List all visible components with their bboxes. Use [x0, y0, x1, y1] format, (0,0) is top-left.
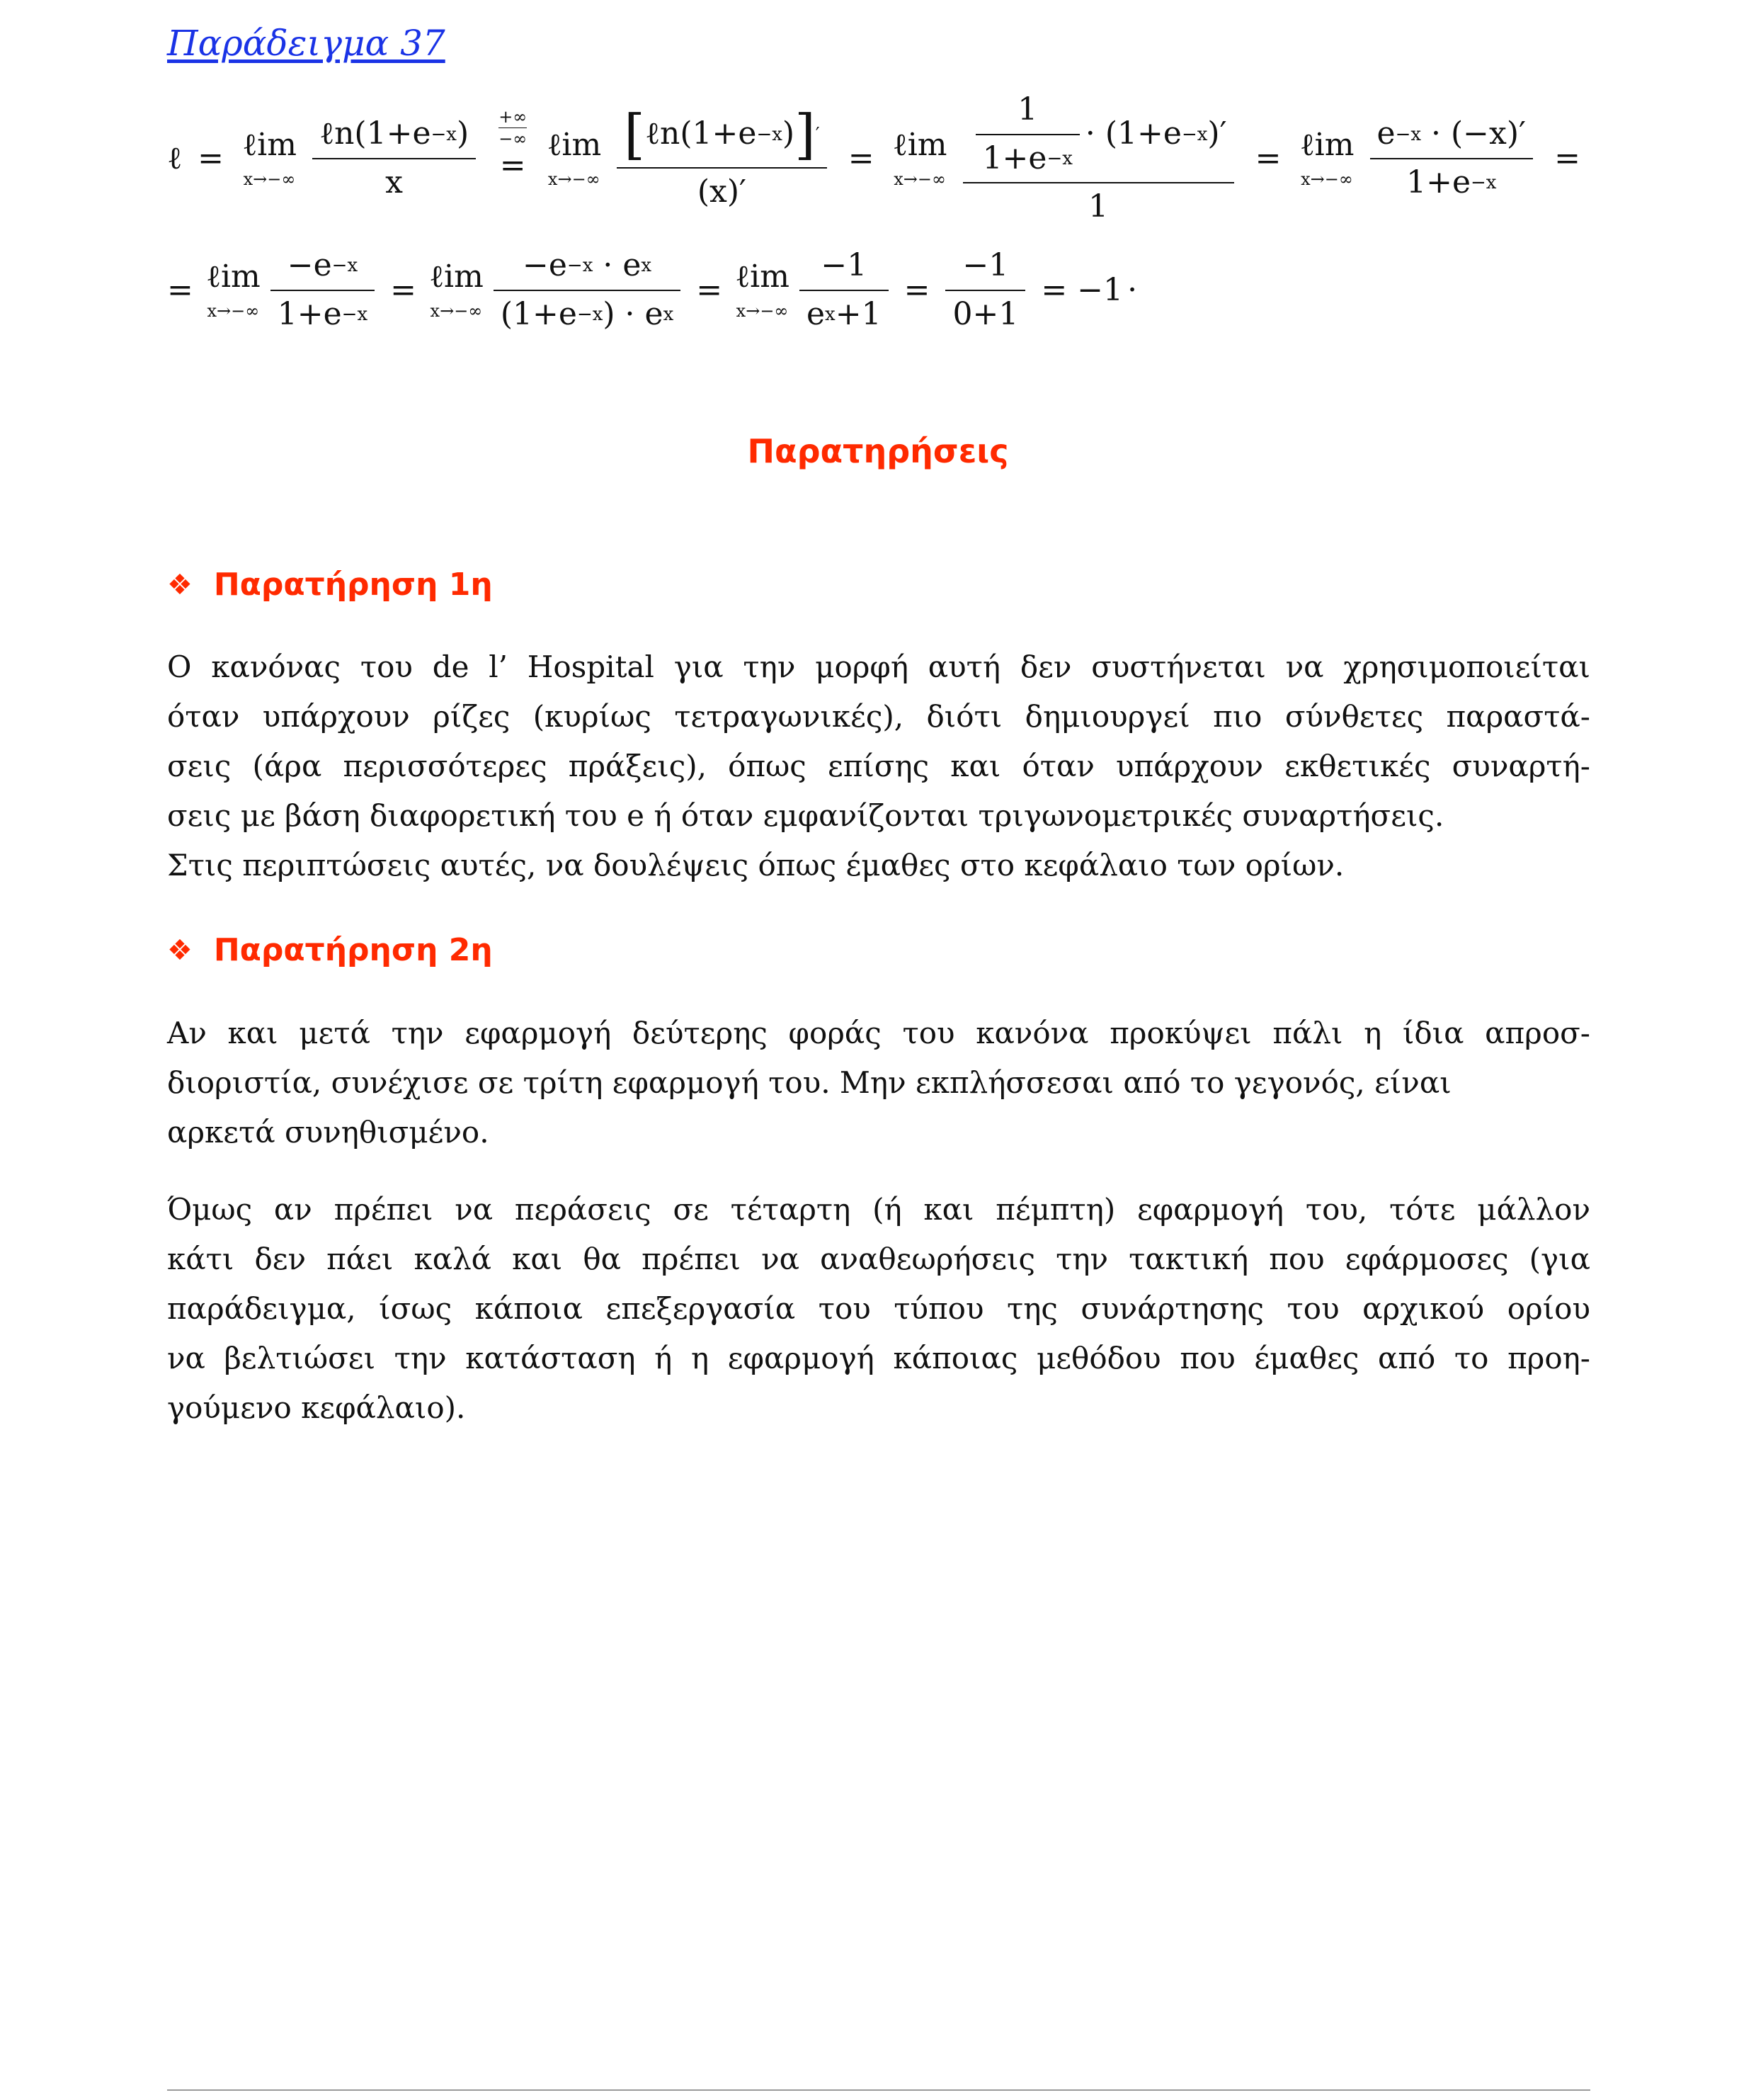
text-line: σεις (άρα περισσότερες πράξεις), όπως επίσης και όταν υπάρχουν εκθετικές συναρτή-: [167, 749, 1590, 783]
diamond-bullet-icon: ❖: [167, 933, 193, 967]
fraction: ℓn(1+e −x ) x: [312, 116, 476, 200]
numerator-text: −e: [287, 247, 332, 283]
numerator-text: ℓn(1+e: [644, 115, 757, 152]
text-line: Όμως αν πρέπει να περάσεις σε τέταρτη (ή και πέμπτη) εφαρμογή του, τότε μάλλον: [167, 1192, 1590, 1227]
equation-line-2: [167, 248, 1137, 332]
equals-sign: =: [390, 272, 416, 309]
denominator-text: +1: [835, 295, 882, 332]
fraction-bar: [498, 127, 527, 129]
left-bracket: [: [624, 102, 645, 166]
equals-sign: =: [1255, 140, 1282, 177]
text-line: σεις με βάση διαφορετική του e ή όταν εμφανίζονται τριγωνομετρικές συναρτήσεις.: [167, 798, 1444, 833]
denominator-text: 1+e: [982, 140, 1047, 176]
fraction-bar: [799, 290, 889, 291]
limit-operator: [205, 258, 261, 321]
fraction: [945, 248, 1025, 332]
denominator-text: (x)′: [697, 173, 747, 210]
denominator-text: e: [806, 295, 826, 332]
limit-subscript: x→−∞: [894, 169, 946, 189]
text-line: Στις περιπτώσεις αυτές, να δουλέψεις όπως έμαθες στο κεφάλαιο των ορίων.: [167, 848, 1345, 882]
section-title: Παρατηρήσεις: [747, 432, 1009, 470]
fraction-bar: [976, 134, 1080, 135]
equals-sign: =: [696, 272, 723, 309]
fraction: e −x · (−x)′ 1+e −x: [1370, 116, 1533, 200]
limit-subscript: x→−∞: [547, 169, 600, 189]
numerator-text: · e: [603, 247, 642, 283]
numerator-text: −e: [523, 247, 567, 283]
indeterminate-form: [498, 108, 527, 148]
limit-subscript: x→−∞: [243, 169, 296, 189]
remark-1-heading: [167, 567, 493, 603]
limit-subscript: x→−∞: [736, 300, 789, 321]
text-line: αρκετά συνηθισμένο.: [167, 1115, 489, 1150]
ell-symbol: ℓ: [167, 140, 183, 177]
fraction-bar: [270, 290, 375, 291]
fraction-bar: [1370, 158, 1533, 159]
fraction: −1 e x +1: [799, 248, 889, 332]
diamond-bullet-icon: ❖: [167, 568, 193, 601]
denominator-text: 1: [1088, 188, 1109, 225]
result-value: −1: [1077, 272, 1124, 309]
indeterminate-top: +∞: [498, 106, 528, 127]
equation-line-1: [167, 92, 1590, 225]
numerator-text: · (1+e: [1085, 115, 1182, 152]
right-bracket: ]: [794, 102, 816, 166]
limit-operator: [1299, 126, 1355, 189]
limit-word: ℓim: [428, 258, 484, 295]
fraction-bar: [494, 290, 680, 291]
equals-sign: =: [848, 140, 874, 177]
fraction-bar: [945, 290, 1025, 291]
numerator-text: ℓn(1+e: [319, 115, 431, 152]
limit-subscript: x→−∞: [207, 300, 260, 321]
numerator-text: 1: [1017, 91, 1038, 127]
end-dot: ·: [1127, 272, 1138, 309]
footer-divider: [167, 2089, 1590, 2091]
text-line: γούμενο κεφάλαιο).: [167, 1390, 466, 1425]
remark-2-paragraph-1: [167, 1009, 1590, 1157]
fraction: 1 1+e −x · (1+e −x )′ 1: [963, 92, 1234, 225]
limit-operator: [242, 126, 297, 189]
example-title-link[interactable]: Παράδειγμα 37: [167, 23, 445, 64]
numerator-text: )′: [1207, 115, 1227, 152]
remark-1-paragraph: [167, 642, 1590, 890]
limit-word: ℓim: [735, 258, 789, 295]
fraction-bar: [617, 167, 826, 169]
remark-heading-text: Παρατήρηση 2η: [213, 932, 493, 968]
equals-sign: =: [1554, 140, 1580, 177]
indeterminate-form-equals: [496, 108, 530, 184]
limit-subscript: x→−∞: [430, 300, 483, 321]
limit-word: ℓim: [242, 126, 297, 163]
denominator-text: ) · e: [603, 295, 663, 332]
numerator-text: e: [1376, 115, 1396, 152]
fraction-bar: [963, 182, 1234, 183]
equals-sign: =: [499, 147, 526, 184]
fraction: −e −x · e x (1+e −x ) · e x: [494, 248, 680, 332]
limit-operator: [892, 126, 947, 189]
text-line: διοριστία, συνέχισε σε τρίτη εφαρμογή του. Μην εκπλήσσεσαι από το γεγονός, είναι: [167, 1065, 1452, 1100]
text-line: όταν υπάρχουν ρίζες (κυρίως τετραγωνικές), διότι δημιουργεί πιο σύνθετες παραστά-: [167, 699, 1590, 734]
text-line: παράδειγμα, ίσως κάποια επεξεργασία του τύπου της συνάρτησης του αρχικού ορίου: [167, 1291, 1590, 1326]
numerator-text: ): [782, 115, 795, 152]
limit-operator: [735, 258, 789, 321]
limit-word: ℓim: [205, 258, 261, 295]
numerator-text: −1: [962, 247, 1009, 283]
remark-2-paragraph-2: [167, 1185, 1590, 1433]
equals-sign: =: [1041, 272, 1068, 309]
numerator-text: · (−x)′: [1431, 115, 1526, 152]
text-line: Ο κανόνας του de l’ Hospital για την μορφή αυτή δεν συστήνεται να χρησιμοποιείται: [167, 649, 1590, 684]
remark-heading-text: Παρατήρηση 1η: [213, 567, 493, 603]
fraction-bar: [312, 158, 476, 159]
denominator-text: (1+e: [500, 295, 577, 332]
numerator-text: −1: [821, 247, 867, 283]
text-line: κάτι δεν πάει καλά και θα πρέπει να αναθεωρήσεις την τακτική που εφάρμοσες (για: [167, 1242, 1590, 1276]
fraction: −e −x 1+e −x: [270, 248, 375, 332]
limit-word: ℓim: [892, 126, 947, 163]
limit-operator: [428, 258, 484, 321]
denominator-text: x: [385, 164, 403, 200]
limit-word: ℓim: [1299, 126, 1355, 163]
limit-subscript: x→−∞: [1301, 169, 1353, 189]
equals-sign: =: [903, 272, 930, 309]
text-line: να βελτιώσει την κατάσταση ή η εφαρμογή κάποιας μεθόδου που έμαθες από το προη-: [167, 1341, 1590, 1375]
text-line: Αν και μετά την εφαρμογή δεύτερης φοράς του κανόνα προκύψει πάλι η ίδια απροσ-: [167, 1016, 1590, 1050]
remark-2-heading: [167, 932, 493, 968]
equals-sign: =: [167, 272, 193, 309]
limit-operator: [547, 126, 602, 189]
equals-sign: =: [198, 140, 224, 177]
denominator-text: 1+e: [277, 295, 342, 332]
denominator-text: 1+e: [1406, 164, 1471, 200]
limit-word: ℓim: [547, 126, 602, 163]
denominator-text: 0+1: [952, 295, 1019, 332]
inner-fraction: 1 1+e −x: [976, 92, 1080, 176]
fraction: [ ℓn(1+e −x ) ] ′ (x)′: [617, 108, 826, 210]
indeterminate-bottom: −∞: [498, 129, 528, 149]
numerator-text: ): [456, 115, 469, 152]
